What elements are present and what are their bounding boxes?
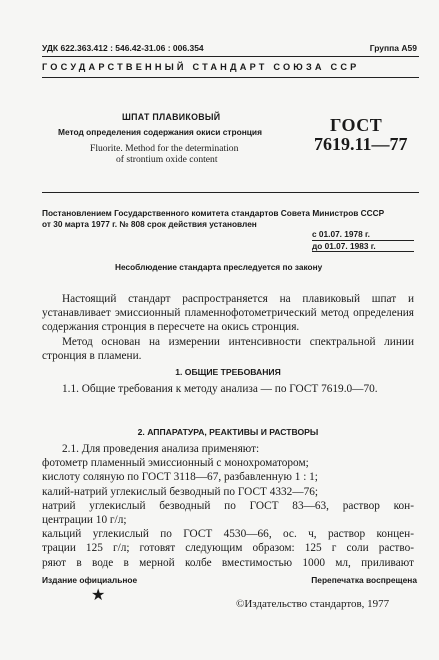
title-rule (42, 192, 419, 193)
udk-code: УДК 622.363.412 : 546.42-31.06 : 006.354 (42, 43, 204, 53)
header-rule-top (42, 56, 419, 57)
decree-line2: от 30 марта 1977 г. № 808 срок действия установлен (42, 219, 257, 229)
section2-line: ряют в воде в мерной колбе вместимостью 1000 мл, приливают (42, 556, 414, 569)
header-rule-bottom (42, 77, 419, 78)
section2-line: кальций углекислый по ГОСТ 4530—66, ос. ч, раствор концен- (42, 528, 414, 541)
title-ru: ШПАТ ПЛАВИКОВЫЙ (122, 112, 221, 122)
effective-from: с 01.07. 1978 г. (312, 229, 370, 239)
section2-line: трации 125 г/л; готовят следующим образом: 125 г соли раство- (42, 542, 414, 555)
noncompliance-note: Несоблюдение стандарта преследуется по закону (115, 262, 323, 272)
title-en-line2: of strontium oxide content (116, 154, 218, 165)
section2-heading: 2. АППАРАТУРА, РЕАКТИВЫ И РАСТВОРЫ (137, 427, 319, 437)
section2-line: фотометр пламенный эмиссионный с монохроматором; (42, 457, 309, 470)
group-code: Группа А59 (369, 43, 417, 53)
section2-line: натрий углекислый безводный по ГОСТ 83—63, раствор кон- (42, 499, 414, 512)
gost-number: 7619.11—77 (314, 134, 408, 154)
official-edition-label: Издание официальное (42, 575, 138, 585)
subtitle-ru: Метод определения содержания окиси стронция (58, 127, 262, 137)
section1-paragraph: 1.1. Общие требования к методу анализа — по ГОСТ 7619.0—70. (62, 383, 378, 395)
decree-line1: Постановлением Государственного комитета стандартов Совета Министров СССР (42, 208, 385, 218)
star-icon: ★ (91, 587, 106, 604)
section2-block (42, 442, 414, 570)
effective-to: до 01.07. 1983 г. (312, 241, 376, 251)
intro-paragraph-1: Настоящий стандарт распространяется на плавиковый шпат и устанавливает эмиссионный пламеннофотометрический метод определения содержания стронция в пересчете на окись стронция. (42, 293, 414, 334)
title-en-line1: Fluorite. Method for the determination (90, 143, 239, 154)
section1-block (42, 382, 414, 396)
section2-line: кислоту соляную по ГОСТ 3118—67, разбавленную 1 : 1; (42, 471, 318, 484)
reprint-prohibited-label: Перепечатка воспрещена (311, 575, 417, 585)
gost-label: ГОСТ (330, 115, 383, 135)
section2-line: 2.1. Для проведения анализа применяют: (62, 443, 260, 455)
section2-line: калий-натрий углекислый безводный по ГОСТ 4332—76; (42, 485, 319, 498)
copyright: ©Издательство стандартов, 1977 (236, 598, 390, 610)
standard-banner: ГОСУДАРСТВЕННЫЙ СТАНДАРТ СОЮЗА ССР (42, 62, 360, 72)
intro-paragraph-2: Метод основан на измерении интенсивности спектральной линии стронция в пламени. (42, 335, 414, 362)
date-underline-2 (312, 251, 414, 252)
intro-block (42, 292, 414, 363)
section1-heading: 1. ОБЩИЕ ТРЕБОВАНИЯ (175, 367, 281, 377)
section2-line: центрации 10 г/л; (42, 514, 127, 527)
